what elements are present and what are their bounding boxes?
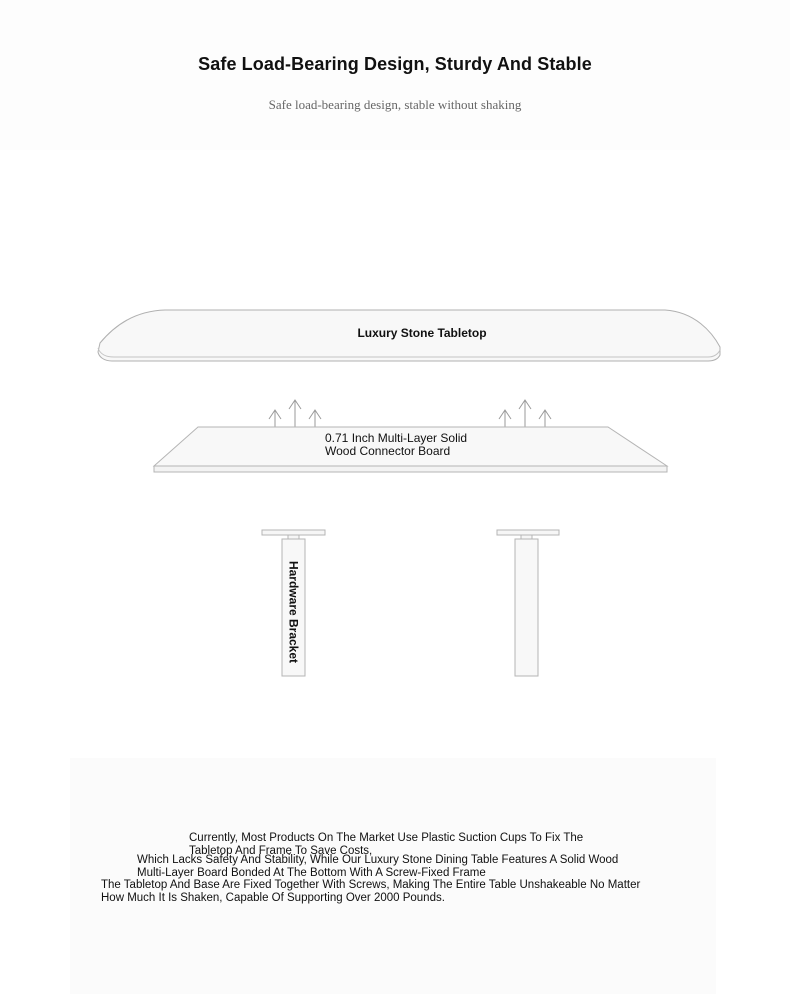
description-paragraph-1: Currently, Most Products On The Market Use Plastic Suction Cups To Fix The Tabletop And Frame To Save Costs,	[189, 832, 584, 857]
description-paragraph-2: Which Lacks Safety And Stability, While Our Luxury Stone Dining Table Features A Solid Wood Multi-Layer Board Bonded At The Bottom With A Screw-Fixed Frame	[137, 854, 619, 879]
hardware-bracket-left	[262, 530, 325, 676]
tabletop-label: Luxury Stone Tabletop	[357, 326, 487, 340]
page-subtitle: Safe load-bearing design, stable without shaking	[268, 97, 522, 112]
page-title: Safe Load-Bearing Design, Sturdy And Stable	[198, 54, 592, 74]
wood-connector-board	[154, 427, 667, 472]
hardware-bracket-right	[497, 530, 559, 676]
board-label-line1: 0.71 Inch Multi-Layer Solid	[325, 431, 468, 445]
description-paragraph-3: The Tabletop And Base Are Fixed Together With Screws, Making The Entire Table Unshakeable No Matter How Much It Is Shaken, Capable Of Supporting Over 2000 Pounds.	[101, 879, 641, 904]
board-label-line2: Wood Connector Board	[325, 444, 451, 458]
bracket-label: Hardware Bracket	[286, 560, 301, 664]
stone-tabletop	[98, 310, 720, 361]
